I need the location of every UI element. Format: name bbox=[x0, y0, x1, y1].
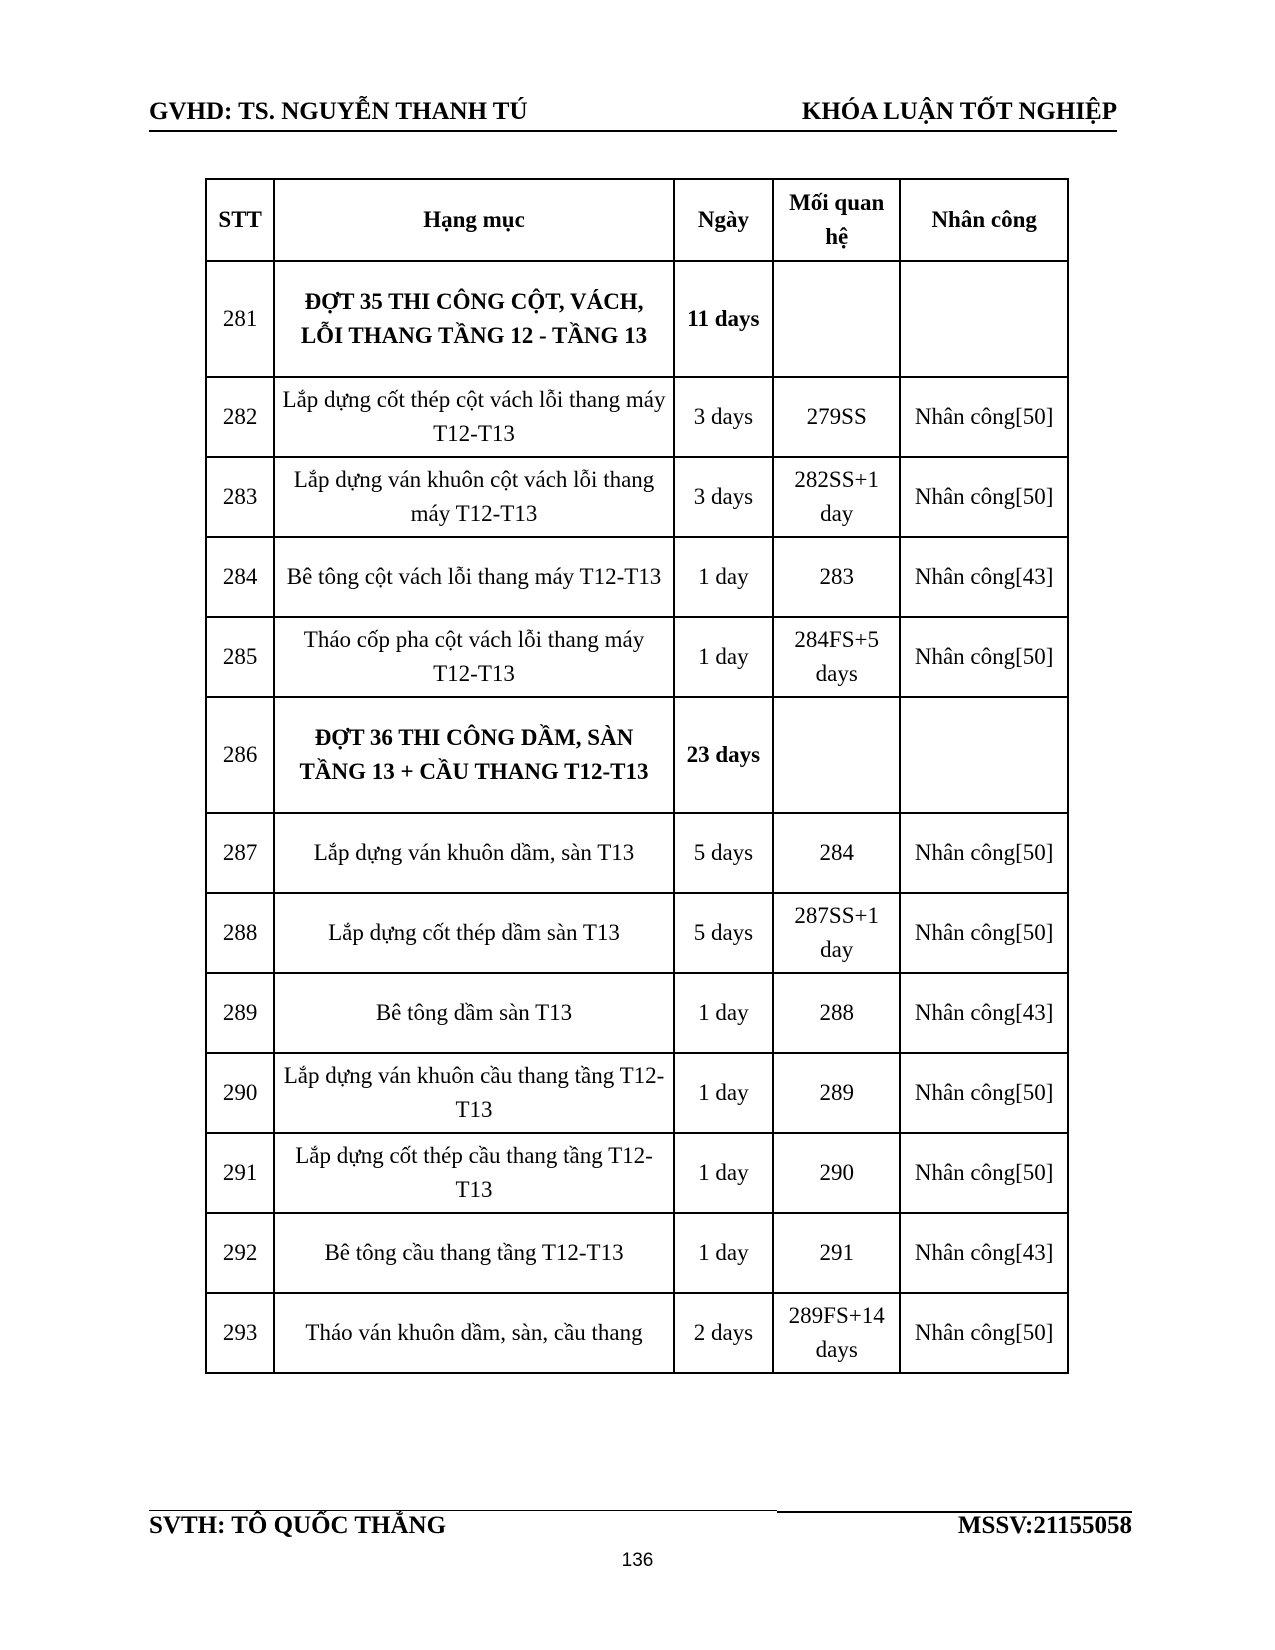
cell-relation: 284FS+5 days bbox=[773, 617, 900, 697]
cell-item: Lắp dựng cốt thép dầm sàn T13 bbox=[274, 893, 673, 973]
col-header-item: Hạng mục bbox=[274, 179, 673, 261]
cell-stt: 286 bbox=[206, 697, 274, 813]
cell-days: 1 day bbox=[674, 973, 773, 1053]
cell-labor: Nhân công[50] bbox=[900, 893, 1068, 973]
cell-days: 1 day bbox=[674, 537, 773, 617]
cell-days: 23 days bbox=[674, 697, 773, 813]
cell-labor: Nhân công[50] bbox=[900, 377, 1068, 457]
cell-days: 5 days bbox=[674, 813, 773, 893]
cell-days: 1 day bbox=[674, 1053, 773, 1133]
cell-days: 2 days bbox=[674, 1293, 773, 1373]
cell-stt: 285 bbox=[206, 617, 274, 697]
table-row bbox=[206, 617, 1068, 697]
cell-item: Lắp dựng cốt thép cầu thang tầng T12-T13 bbox=[274, 1133, 673, 1213]
header-thesis-title: KHÓA LUẬN TỐT NGHIỆP bbox=[801, 98, 1117, 125]
cell-relation: 288 bbox=[773, 973, 900, 1053]
cell-item: Bê tông dầm sàn T13 bbox=[274, 973, 673, 1053]
col-header-labor: Nhân công bbox=[900, 179, 1068, 261]
cell-days: 1 day bbox=[674, 617, 773, 697]
cell-item: Bê tông cầu thang tầng T12-T13 bbox=[274, 1213, 673, 1293]
table-row bbox=[206, 813, 1068, 893]
cell-item: Tháo ván khuôn dầm, sàn, cầu thang bbox=[274, 1293, 673, 1373]
header-rule bbox=[149, 130, 1117, 132]
cell-stt: 282 bbox=[206, 377, 274, 457]
cell-stt: 288 bbox=[206, 893, 274, 973]
cell-item: ĐỢT 35 THI CÔNG CỘT, VÁCH, LỖI THANG TẦNG 12 - TẦNG 13 bbox=[274, 261, 673, 377]
cell-labor: Nhân công[50] bbox=[900, 1133, 1068, 1213]
cell-item: Lắp dựng cốt thép cột vách lỗi thang máy T12-T13 bbox=[274, 377, 673, 457]
cell-stt: 284 bbox=[206, 537, 274, 617]
cell-stt: 290 bbox=[206, 1053, 274, 1133]
cell-stt: 287 bbox=[206, 813, 274, 893]
col-header-relation: Mối quan hệ bbox=[773, 179, 900, 261]
cell-relation: 284 bbox=[773, 813, 900, 893]
cell-labor: Nhân công[50] bbox=[900, 617, 1068, 697]
cell-stt: 291 bbox=[206, 1133, 274, 1213]
cell-relation: 289 bbox=[773, 1053, 900, 1133]
cell-labor bbox=[900, 697, 1068, 813]
table-row-summary bbox=[206, 697, 1068, 813]
table-header-row bbox=[206, 179, 1068, 261]
cell-days: 3 days bbox=[674, 377, 773, 457]
cell-item: Lắp dựng ván khuôn cầu thang tầng T12-T13 bbox=[274, 1053, 673, 1133]
page-number: 136 bbox=[621, 1550, 654, 1571]
table-row bbox=[206, 893, 1068, 973]
cell-days: 1 day bbox=[674, 1133, 773, 1213]
cell-labor: Nhân công[43] bbox=[900, 537, 1068, 617]
cell-relation: 291 bbox=[773, 1213, 900, 1293]
cell-labor: Nhân công[43] bbox=[900, 973, 1068, 1053]
footer-student: SVTH: TÔ QUỐC THẮNG bbox=[149, 1512, 447, 1539]
cell-relation: 290 bbox=[773, 1133, 900, 1213]
cell-relation bbox=[773, 261, 900, 377]
cell-stt: 292 bbox=[206, 1213, 274, 1293]
cell-labor: Nhân công[50] bbox=[900, 457, 1068, 537]
cell-labor: Nhân công[50] bbox=[900, 1053, 1068, 1133]
schedule-table bbox=[205, 178, 1069, 1374]
cell-stt: 281 bbox=[206, 261, 274, 377]
footer-rule bbox=[149, 1510, 777, 1511]
footer-student-id: MSSV:21155058 bbox=[957, 1512, 1132, 1539]
cell-item: Bê tông cột vách lỗi thang máy T12-T13 bbox=[274, 537, 673, 617]
cell-item: Lắp dựng ván khuôn dầm, sàn T13 bbox=[274, 813, 673, 893]
header-advisor: GVHD: TS. NGUYỄN THANH TÚ bbox=[149, 98, 528, 125]
cell-stt: 293 bbox=[206, 1293, 274, 1373]
table-row bbox=[206, 1133, 1068, 1213]
cell-relation: 279SS bbox=[773, 377, 900, 457]
cell-relation: 283 bbox=[773, 537, 900, 617]
cell-stt: 283 bbox=[206, 457, 274, 537]
cell-item: Tháo cốp pha cột vách lỗi thang máy T12-T13 bbox=[274, 617, 673, 697]
cell-relation bbox=[773, 697, 900, 813]
table-row bbox=[206, 1053, 1068, 1133]
table-row bbox=[206, 377, 1068, 457]
table-row bbox=[206, 973, 1068, 1053]
cell-relation: 282SS+1 day bbox=[773, 457, 900, 537]
col-header-days: Ngày bbox=[674, 179, 773, 261]
table-row bbox=[206, 537, 1068, 617]
col-header-stt: STT bbox=[206, 179, 274, 261]
cell-labor: Nhân công[43] bbox=[900, 1213, 1068, 1293]
cell-days: 3 days bbox=[674, 457, 773, 537]
cell-labor: Nhân công[50] bbox=[900, 1293, 1068, 1373]
cell-stt: 289 bbox=[206, 973, 274, 1053]
cell-labor bbox=[900, 261, 1068, 377]
cell-item: Lắp dựng ván khuôn cột vách lỗi thang máy T12-T13 bbox=[274, 457, 673, 537]
table-row bbox=[206, 457, 1068, 537]
cell-relation: 289FS+14 days bbox=[773, 1293, 900, 1373]
table-row-summary bbox=[206, 261, 1068, 377]
cell-labor: Nhân công[50] bbox=[900, 813, 1068, 893]
cell-days: 1 day bbox=[674, 1213, 773, 1293]
table-row bbox=[206, 1293, 1068, 1373]
cell-item: ĐỢT 36 THI CÔNG DẦM, SÀN TẦNG 13 + CẦU THANG T12-T13 bbox=[274, 697, 673, 813]
table-row bbox=[206, 1213, 1068, 1293]
cell-days: 5 days bbox=[674, 893, 773, 973]
cell-days: 11 days bbox=[674, 261, 773, 377]
cell-relation: 287SS+1 day bbox=[773, 893, 900, 973]
